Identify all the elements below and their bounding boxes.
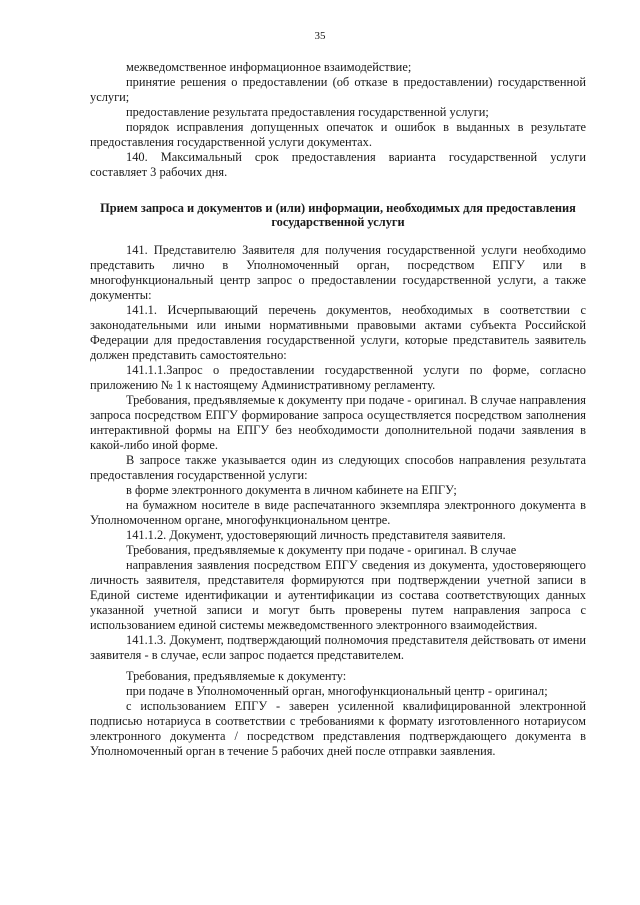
paragraph: 141. Представителю Заявителя для получения государственной услуги необходимо представить лично в Уполномоченный орган, посредством ЕПГУ или в многофункциональный центр запрос о предоставлении государственной услуги, а также документы: xyxy=(90,243,586,302)
paragraph: направления заявления посредством ЕПГУ сведения из документа, удостоверяющего личность заявителя, представителя формируются при подтверждении учетной записи в Единой системе идентификации и аутентификации из состава соответствующих данных указанной учетной записи и могут быть проверены путем направления запроса с использованием единой системы межведомственного электронного взаимодействия. xyxy=(90,558,586,632)
paragraph: Требования, предъявляемые к документу при подаче - оригинал. В случае xyxy=(126,543,517,557)
page-number: 35 xyxy=(314,30,326,42)
list-item: на бумажном носителе в виде распечатанного экземпляра электронного документа в Уполномоченном органе, многофункциональном центре. xyxy=(90,498,586,527)
document-body xyxy=(90,60,586,759)
section-heading: Прием запроса и документов и (или) информации, необходимых для предоставления государственной услуги xyxy=(100,201,576,229)
paragraph: межведомственное информационное взаимодействие; xyxy=(126,60,412,74)
paragraph: 141.1.2. Документ, удостоверяющий личность представителя заявителя. xyxy=(126,528,506,542)
paragraph: порядок исправления допущенных опечаток и ошибок в выданных в результате предоставления государственной услуги документах. xyxy=(90,120,586,149)
paragraph: 141.1. Исчерпывающий перечень документов, необходимых в соответствии с законодательными или иными нормативными правовыми актами субъекта Российской Федерации для предоставления государственной услуги, которые представитель заявитель должен представить самостоятельно: xyxy=(90,303,586,362)
paragraph: В запросе также указывается один из следующих способов направления результата предоставления государственной услуги: xyxy=(90,453,586,482)
list-item: при подаче в Уполномоченный орган, многофункциональный центр - оригинал; xyxy=(126,684,548,698)
paragraph: принятие решения о предоставлении (об отказе в предоставлении) государственной услуги; xyxy=(90,75,586,104)
list-item: в форме электронного документа в личном кабинете на ЕПГУ; xyxy=(126,483,457,497)
paragraph: 140. Максимальный срок предоставления варианта государственной услуги составляет 3 рабочих дня. xyxy=(90,150,586,179)
paragraph: 141.1.1.Запрос о предоставлении государственной услуги по форме, согласно приложению № 1 к настоящему Административному регламенту. xyxy=(90,363,586,392)
paragraph: предоставление результата предоставления государственной услуги; xyxy=(126,105,489,119)
paragraph: Требования, предъявляемые к документу при подаче - оригинал. В случае направления запроса посредством ЕПГУ формирование запроса осуществляется посредством заполнения интерактивной формы на ЕПГУ без необходимости дополнительной подачи заявления в какой-либо иной форме. xyxy=(90,393,586,452)
paragraph: Требования, предъявляемые к документу: xyxy=(126,669,347,683)
list-item: с использованием ЕПГУ - заверен усиленной квалифицированной электронной подписью нотариуса в соответствии с требованиями к формату изготовленного нотариусом электронного документа / посредством представления подтверждающего документа в Уполномоченный орган в течение 5 рабочих дней после отправки заявления. xyxy=(90,699,586,758)
paragraph: 141.1.3. Документ, подтверждающий полномочия представителя действовать от имени заявителя - в случае, если запрос подается представителем. xyxy=(90,633,586,662)
